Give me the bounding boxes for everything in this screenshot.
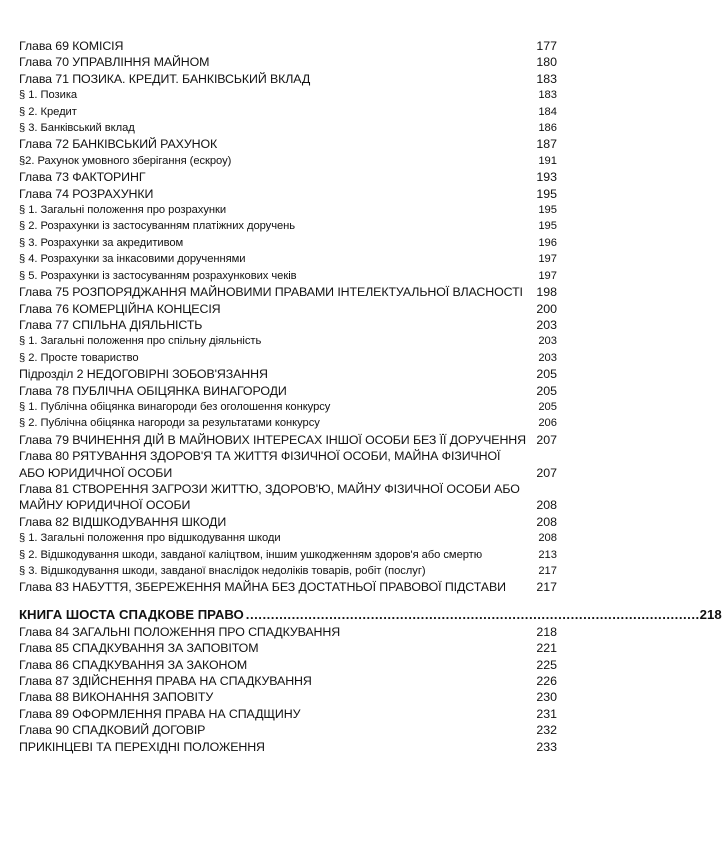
toc-chapter-entry [19, 71, 557, 87]
toc-page-number: 217 [536, 580, 557, 595]
toc-entry-title: Глава 79 ВЧИНЕННЯ ДІЙ В МАЙНОВИХ ІНТЕРЕСАХ ІНШОЇ ОСОБИ БЕЗ ЇЇ ДОРУЧЕННЯ [19, 432, 526, 447]
toc-chapter-entry [19, 706, 557, 722]
toc-page-number: 198 [536, 285, 557, 300]
toc-entry-title: Глава 82 ВІДШКОДУВАННЯ ШКОДИ [19, 514, 227, 529]
toc-page-number: 213 [538, 548, 557, 561]
toc-entry-title: § 2. Кредит [19, 105, 77, 118]
toc-entry-title: Підрозділ 2 НЕДОГОВІРНІ ЗОБОВ'ЯЗАННЯ [19, 367, 268, 382]
toc-entry-title: §2. Рахунок умовного зберігання (ескроу) [19, 154, 232, 167]
toc-entry-title: Глава 73 ФАКТОРИНГ [19, 170, 146, 185]
toc-page-number: 217 [538, 565, 557, 577]
toc-chapter-entry [19, 284, 557, 300]
toc-chapter-entry [19, 169, 557, 185]
toc-chapter-entry [19, 689, 557, 705]
toc-page-number: 208 [536, 498, 557, 513]
toc-page-number: 203 [538, 335, 557, 348]
toc-page-number: 196 [538, 236, 557, 249]
toc-dot-leader: ............................................................................................................. [245, 606, 700, 622]
toc-entry-title: Глава 80 РЯТУВАННЯ ЗДОРОВ'Я ТА ЖИТТЯ ФІЗИЧНОЇ ОСОБИ, МАЙНА ФІЗИЧНОЇ АБО ЮРИДИЧНОЇ ОСОБИ [19, 449, 501, 480]
toc-page-number: 177 [536, 39, 557, 53]
toc-entry-title: Глава 90 СПАДКОВИЙ ДОГОВІР [19, 723, 206, 738]
toc-chapter-entry [19, 186, 557, 202]
toc-entry-title: Глава 84 ЗАГАЛЬНІ ПОЛОЖЕННЯ ПРО СПАДКУВАННЯ [19, 624, 341, 639]
toc-entry-title: § 2. Відшкодування шкоди, завданої каліцтвом, іншим ушкодженням здоров'я або смертю [19, 548, 483, 561]
toc-entry-title [19, 606, 700, 624]
toc-section-entry [19, 547, 557, 563]
toc-entry-title: Глава 70 УПРАВЛІННЯ МАЙНОМ [19, 55, 210, 70]
toc-entry-title: Глава 72 БАНКІВСЬКИЙ РАХУНОК [19, 137, 218, 152]
toc-page-number: 232 [536, 723, 557, 738]
toc-entry-title: Глава 78 ПУБЛІЧНА ОБІЦЯНКА ВИНАГОРОДИ [19, 383, 287, 398]
toc-section-entry [19, 120, 557, 136]
toc-page-number: 180 [536, 55, 557, 70]
toc-entry-title: Глава 75 РОЗПОРЯДЖАННЯ МАЙНОВИМИ ПРАВАМИ ІНТЕЛЕКТУАЛЬНОЇ ВЛАСНОСТІ [19, 285, 523, 300]
toc-section-entry [19, 87, 557, 103]
toc-section-entry [19, 104, 557, 120]
toc-entry-title: § 1. Загальні положення про відшкодування шкоди [19, 532, 281, 545]
toc-entry-title: § 4. Розрахунки за інкасовими дорученнями [19, 253, 246, 266]
toc-entry-title: Глава 83 НАБУТТЯ, ЗБЕРЕЖЕННЯ МАЙНА БЕЗ ДОСТАТНЬОЇ ПРАВОВОЇ ПІДСТАВИ [19, 580, 506, 595]
toc-chapter-entry [19, 673, 557, 689]
toc-section-entry [19, 153, 557, 169]
toc-entry-title: Глава 69 КОМІСІЯ [19, 39, 124, 53]
toc-chapter-entry [19, 301, 557, 317]
toc-entry-title: § 2. Просте товариство [19, 351, 139, 364]
toc-page-number: 203 [536, 317, 557, 332]
toc-chapter-entry [19, 514, 557, 530]
toc-entry-title: Глава 86 СПАДКУВАННЯ ЗА ЗАКОНОМ [19, 657, 248, 672]
toc-entry-title: § 1. Публічна обіцянка винагороди без оголошення конкурсу [19, 400, 331, 413]
toc-entry-title: Глава 85 СПАДКУВАННЯ ЗА ЗАПОВІТОМ [19, 641, 259, 656]
toc-page-number: 205 [538, 400, 557, 413]
toc-page-number: 183 [536, 71, 557, 86]
toc-section-entry [19, 399, 557, 415]
toc-page-number: 233 [536, 739, 557, 754]
toc-chapter-entry [19, 657, 557, 673]
toc-entry-title: ПРИКІНЦЕВІ ТА ПЕРЕХІДНІ ПОЛОЖЕННЯ [19, 739, 265, 754]
toc-page-number: 218 [699, 606, 722, 622]
toc-entry-title: § 1. Загальні положення про розрахунки [19, 204, 227, 217]
toc-page-number: 225 [536, 657, 557, 672]
toc-chapter-entry [19, 722, 557, 738]
toc-section-entry [19, 530, 557, 546]
table-of-contents [19, 38, 722, 755]
toc-chapter-entry [19, 481, 557, 514]
toc-chapter-entry [19, 432, 557, 448]
toc-section-entry [19, 350, 557, 366]
toc-page-number: 195 [538, 220, 557, 233]
toc-page-number: 197 [538, 269, 557, 282]
toc-entry-title: Глава 74 РОЗРАХУНКИ [19, 186, 154, 201]
toc-section-entry [19, 202, 557, 218]
toc-page-number: 231 [536, 706, 557, 721]
toc-page-number: 207 [536, 465, 557, 480]
toc-entry-title: Глава 71 ПОЗИКА. КРЕДИТ. БАНКІВСЬКИЙ ВКЛАД [19, 71, 311, 86]
toc-entry-title: § 3. Банківський вклад [19, 122, 135, 135]
toc-chapter-entry [19, 317, 557, 333]
toc-book-heading [19, 606, 722, 624]
toc-chapter-entry [19, 739, 557, 755]
toc-entry-title: § 5. Розрахунки із застосуванням розрахункових чеків [19, 269, 297, 282]
toc-entry-title: Глава 76 КОМЕРЦІЙНА КОНЦЕСІЯ [19, 301, 221, 316]
toc-page-number: 191 [538, 154, 557, 167]
toc-page-number: 193 [536, 170, 557, 185]
toc-page-number: 205 [536, 383, 557, 398]
toc-section-entry [19, 235, 557, 251]
toc-page-number: 208 [538, 532, 557, 545]
toc-entry-title: Глава 87 ЗДІЙСНЕННЯ ПРАВА НА СПАДКУВАННЯ [19, 674, 312, 689]
toc-chapter-entry [19, 38, 557, 54]
toc-page-number: 197 [538, 253, 557, 266]
toc-section-entry [19, 268, 557, 284]
toc-page-number: 207 [536, 432, 557, 447]
toc-section-entry [19, 251, 557, 267]
toc-page-number: 206 [538, 417, 557, 430]
toc-chapter-entry [19, 136, 557, 152]
toc-chapter-entry [19, 366, 557, 382]
toc-chapter-entry [19, 579, 557, 595]
toc-entry-title: § 1. Позика [19, 89, 78, 102]
toc-entry-title: § 2. Розрахунки із застосуванням платіжних доручень [19, 220, 296, 233]
toc-entry-title: Глава 89 ОФОРМЛЕННЯ ПРАВА НА СПАДЩИНУ [19, 706, 301, 721]
toc-chapter-entry [19, 448, 557, 481]
toc-page-number: 195 [538, 204, 557, 217]
toc-page-number: 200 [536, 301, 557, 316]
toc-page-number: 203 [538, 351, 557, 364]
toc-page-number: 221 [536, 641, 557, 656]
toc-page-number: 218 [536, 624, 557, 639]
toc-section-entry [19, 415, 557, 431]
toc-page-number: 184 [538, 105, 557, 118]
toc-chapter-entry [19, 624, 557, 640]
toc-entry-title: § 1. Загальні положення про спільну діяльність [19, 335, 262, 348]
toc-entry-label: КНИГА ШОСТА СПАДКОВЕ ПРАВО [19, 606, 244, 622]
toc-entry-title: § 3. Розрахунки за акредитивом [19, 236, 184, 249]
toc-entry-title: § 3. Відшкодування шкоди, завданої внаслідок недоліків товарів, робіт (послуг) [19, 565, 426, 577]
toc-page-number: 186 [538, 122, 557, 135]
toc-entry-title: Глава 81 СТВОРЕННЯ ЗАГРОЗИ ЖИТТЮ, ЗДОРОВ'Ю, МАЙНУ ФІЗИЧНОЇ ОСОБИ АБО МАЙНУ ЮРИДИЧНОЇ ОСОБИ [19, 481, 520, 513]
toc-chapter-entry [19, 54, 557, 70]
toc-section-entry [19, 563, 557, 579]
toc-entry-title: Глава 77 СПІЛЬНА ДІЯЛЬНІСТЬ [19, 317, 203, 332]
toc-page-number: 195 [536, 186, 557, 201]
toc-chapter-entry [19, 383, 557, 399]
toc-page-number: 230 [536, 690, 557, 705]
toc-entry-title: Глава 88 ВИКОНАННЯ ЗАПОВІТУ [19, 690, 214, 705]
toc-section-entry [19, 333, 557, 349]
toc-chapter-entry [19, 640, 557, 656]
toc-page-number: 226 [536, 674, 557, 689]
toc-page-number: 183 [538, 89, 557, 102]
toc-page-number: 205 [536, 367, 557, 382]
toc-section-entry [19, 218, 557, 234]
toc-entry-title: § 2. Публічна обіцянка нагороди за результатами конкурсу [19, 417, 320, 430]
toc-page-number: 187 [536, 137, 557, 152]
toc-page-number: 208 [536, 514, 557, 529]
